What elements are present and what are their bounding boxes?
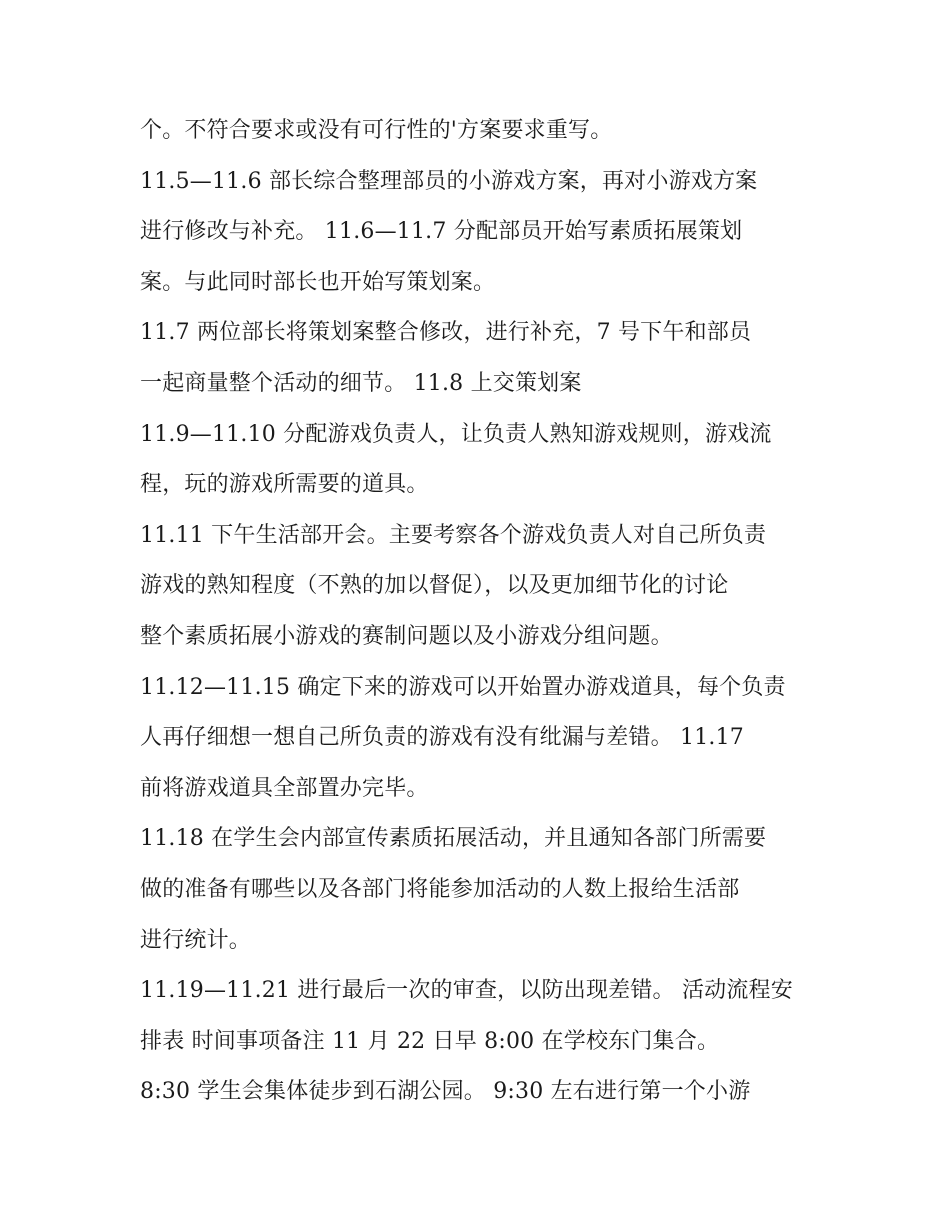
text-line: 案。与此同时部长也开始写策划案。 (140, 269, 496, 295)
text-line: 11.5—11.6 部长综合整理部员的小游戏方案，再对小游戏方案 (140, 168, 758, 194)
text-line: 11.9—11.10 分配游戏负责人，让负责人熟知游戏规则，游戏流 (140, 421, 772, 447)
text-line: 前将游戏道具全部置办完毕。 (140, 775, 429, 801)
text-line: 做的准备有哪些以及各部门将能参加活动的人数上报给生活部 (140, 876, 740, 902)
text-line: 一起商量整个活动的细节。 11.8 上交策划案 (140, 370, 582, 396)
document-body (140, 106, 830, 1118)
text-line: 11.11 下午生活部开会。主要考察各个游戏负责人对自己所负责 (140, 522, 767, 548)
text-line: 8:30 学生会集体徒步到石湖公园。 9:30 左右进行第一个小游 (140, 1079, 751, 1105)
text-line: 整个素质拓展小游戏的赛制问题以及小游戏分组问题。 (140, 623, 673, 649)
text-line: 11.12—11.15 确定下来的游戏可以开始置办游戏道具，每个负责 (140, 674, 786, 700)
text-line: 11.19—11.21 进行最后一次的审查，以防出现差错。 活动流程安 (140, 978, 793, 1004)
text-line: 进行统计。 (140, 927, 252, 953)
text-line: 11.7 两位部长将策划案整合修改，进行补充，7 号下午和部员 (140, 320, 752, 346)
text-line: 游戏的熟知程度（不熟的加以督促），以及更加细节化的讨论 (140, 573, 729, 599)
text-line: 人再仔细想一想自己所负责的游戏有没有纰漏与差错。 11.17 (140, 725, 744, 751)
text-line: 个。不符合要求或没有可行性的'方案要求重写。 (140, 118, 613, 143)
text-line: 排表 时间事项备注 11 月 22 日早 8:00 在学校东门集合。 (140, 1028, 720, 1054)
text-line: 程，玩的游戏所需要的道具。 (140, 472, 429, 498)
text-line: 进行修改与补充。 11.6—11.7 分配部员开始写素质拓展策划 (140, 219, 743, 245)
text-line: 11.18 在学生会内部宣传素质拓展活动，并且通知各部门所需要 (140, 826, 767, 852)
